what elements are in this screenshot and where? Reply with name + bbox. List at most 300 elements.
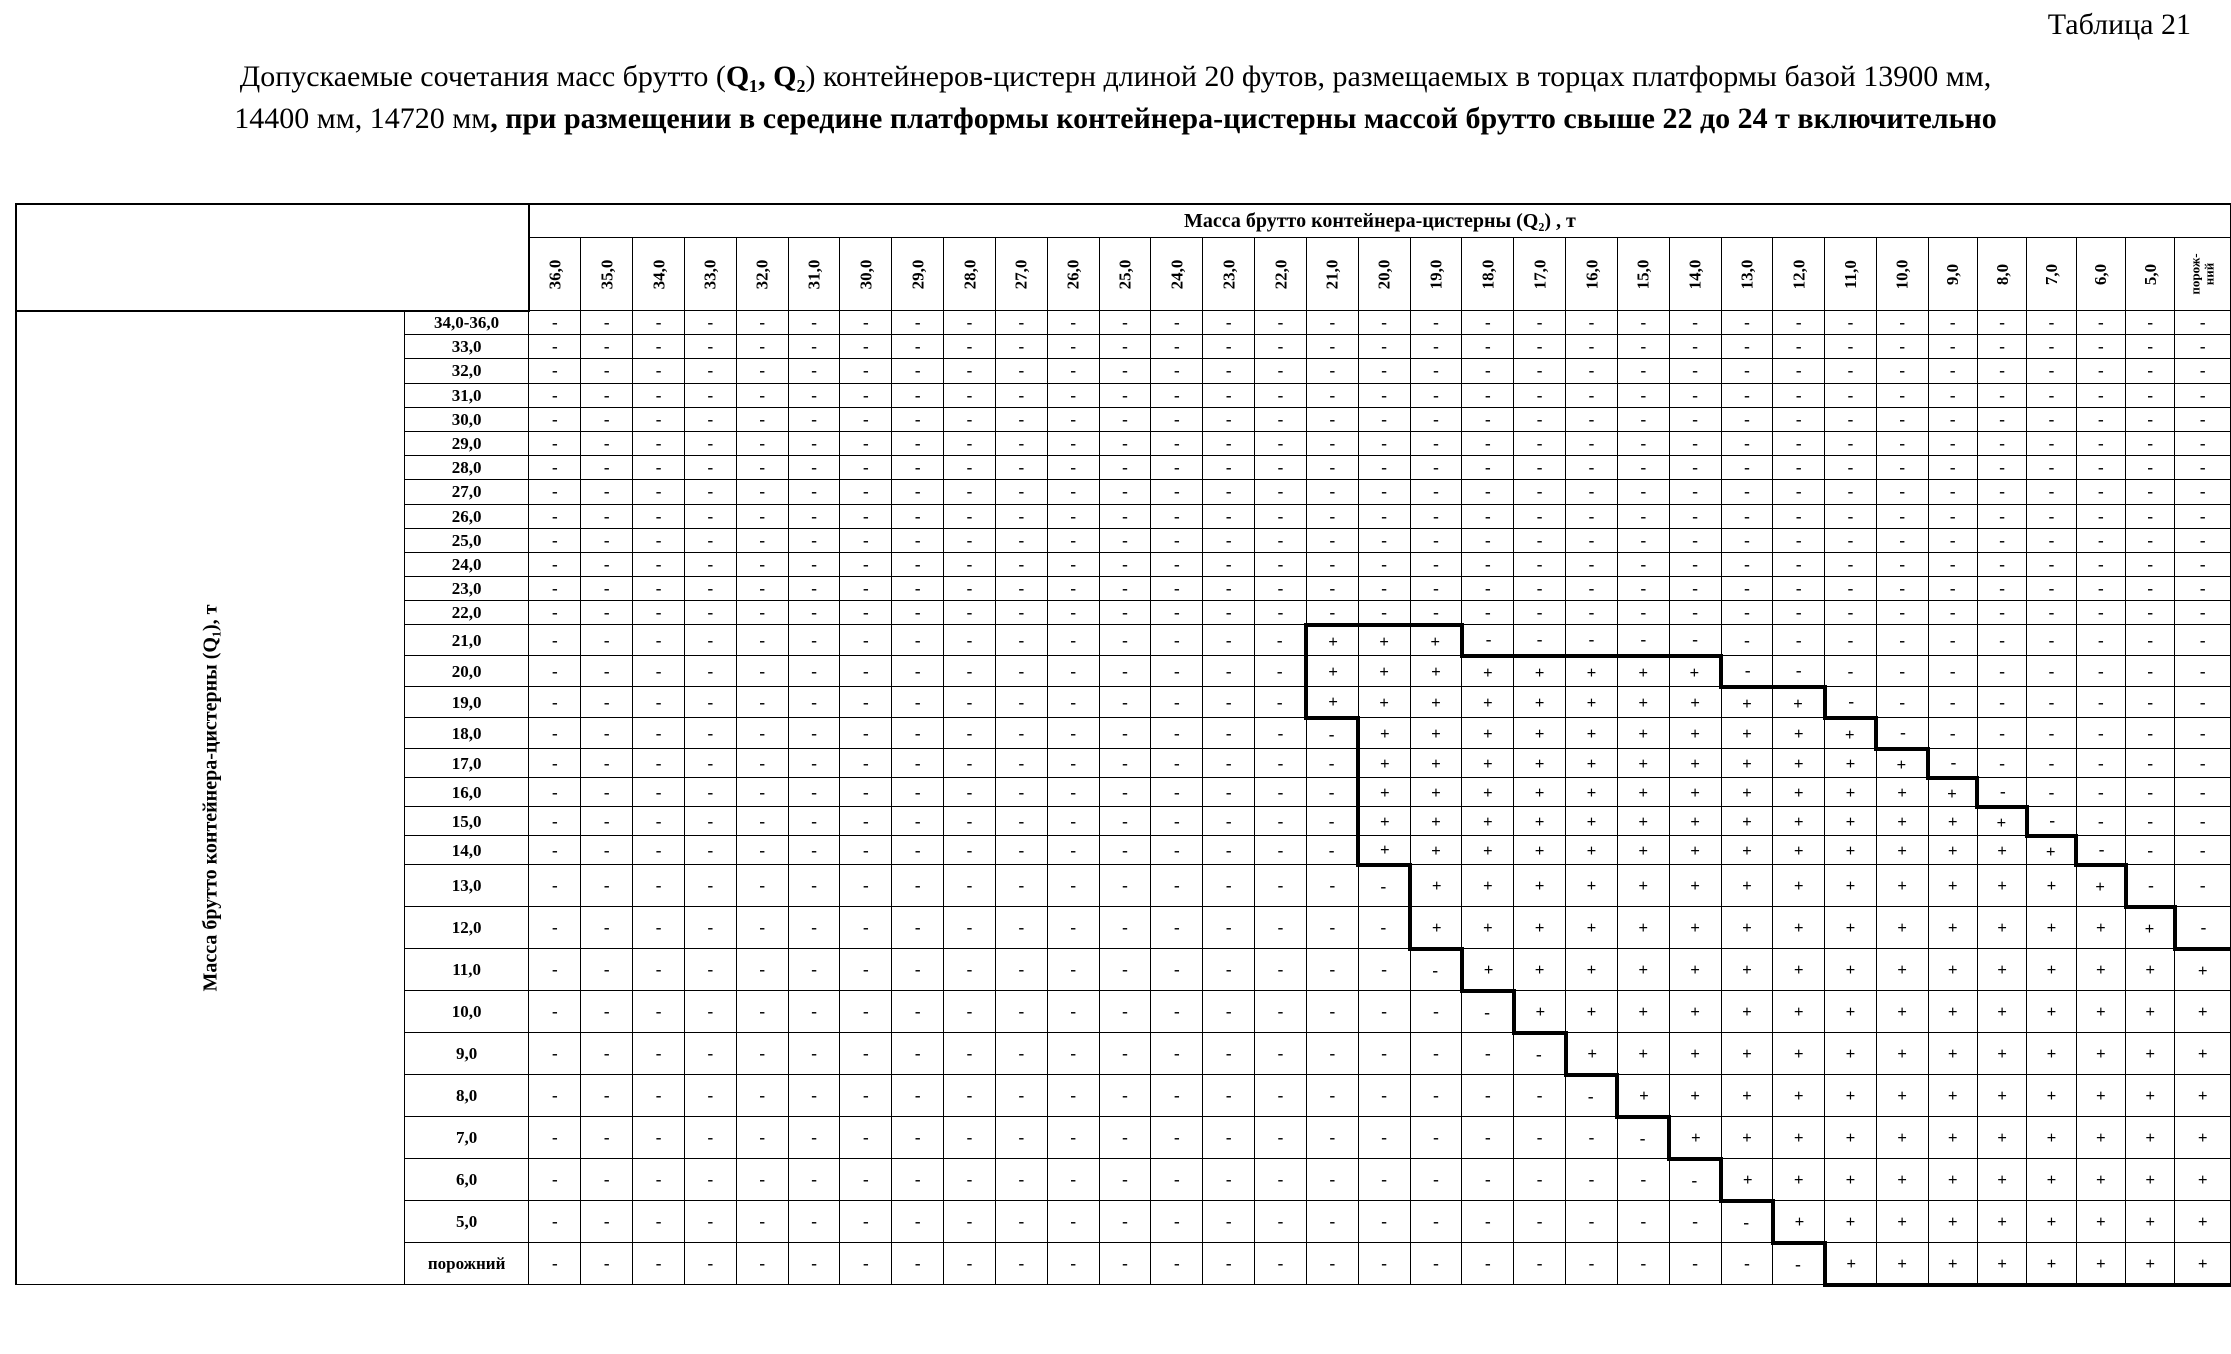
table-cell: -	[1566, 1201, 1618, 1243]
table-cell: -	[736, 687, 788, 718]
table-cell: +	[1928, 1117, 1977, 1159]
table-cell: -	[1203, 383, 1255, 407]
table-cell: -	[1047, 431, 1099, 455]
column-header-label: 6,0	[2091, 263, 2111, 285]
table-cell: -	[1977, 687, 2026, 718]
table-cell: -	[1617, 552, 1669, 576]
column-header-label: порож- ний	[2187, 253, 2217, 295]
table-cell: -	[1876, 359, 1928, 383]
table-cell: -	[892, 407, 944, 431]
column-header-label: 22,0	[1270, 259, 1290, 289]
table-cell: -	[1773, 1243, 1825, 1285]
column-header-label: 20,0	[1374, 259, 1394, 289]
table-cell: -	[1203, 480, 1255, 504]
table-cell: -	[1203, 991, 1255, 1033]
table-cell: -	[529, 456, 581, 480]
table-cell: -	[1203, 431, 1255, 455]
table-cell: +	[1773, 836, 1825, 865]
table-cell: -	[788, 1117, 840, 1159]
table-cell: -	[788, 1033, 840, 1075]
table-cell: +	[1825, 749, 1877, 778]
table-cell: -	[1047, 335, 1099, 359]
table-cell: -	[1669, 1159, 1721, 1201]
table-cell: -	[684, 504, 736, 528]
table-cell: -	[1669, 1201, 1721, 1243]
table-cell: -	[529, 431, 581, 455]
table-cell: +	[1876, 778, 1928, 807]
table-cell: +	[1410, 907, 1462, 949]
column-header-label: 24,0	[1167, 259, 1187, 289]
table-cell: -	[581, 431, 633, 455]
table-cell: -	[2175, 778, 2231, 807]
column-header-label: 34,0	[649, 259, 669, 289]
table-cell: -	[1928, 656, 1977, 687]
table-cell: -	[892, 577, 944, 601]
table-cell: +	[1928, 991, 1977, 1033]
table-cell: -	[1410, 991, 1462, 1033]
table-cell: -	[2175, 407, 2231, 431]
table-cell: -	[892, 687, 944, 718]
row-group-header	[16, 311, 404, 1285]
table-cell: -	[1410, 1201, 1462, 1243]
title-text: ) контейнеров-цистерн длиной 20 футов, размещаемых в торцах платформы базой 13900 мм,	[805, 60, 1992, 93]
table-cell: -	[736, 1117, 788, 1159]
row-header: 6,0	[404, 1159, 528, 1201]
table-cell: -	[581, 1075, 633, 1117]
table-cell: -	[1410, 504, 1462, 528]
column-header-label: 5,0	[2140, 263, 2160, 285]
table-cell: -	[736, 1201, 788, 1243]
table-cell: -	[1462, 1117, 1514, 1159]
table-cell: -	[1358, 359, 1410, 383]
table-cell: +	[2126, 1075, 2175, 1117]
table-cell: -	[944, 1201, 996, 1243]
column-header-label: 32,0	[752, 259, 772, 289]
table-cell: -	[2027, 335, 2076, 359]
table-cell: -	[1721, 552, 1773, 576]
table-cell: -	[2027, 718, 2076, 749]
table-cell: -	[1617, 456, 1669, 480]
table-cell: -	[1721, 335, 1773, 359]
table-cell: -	[1358, 480, 1410, 504]
table-cell: -	[1255, 865, 1307, 907]
table-cell: +	[1928, 778, 1977, 807]
table-cell: -	[1099, 836, 1151, 865]
table-cell: -	[1047, 383, 1099, 407]
table-cell: -	[529, 656, 581, 687]
table-cell: -	[529, 1075, 581, 1117]
table-cell: -	[1410, 431, 1462, 455]
table-cell: -	[1151, 718, 1203, 749]
table-cell: -	[1977, 383, 2026, 407]
table-cell: -	[684, 407, 736, 431]
table-cell: -	[1306, 1159, 1358, 1201]
table-cell: +	[1617, 687, 1669, 718]
table-cell: +	[1773, 991, 1825, 1033]
table-cell: -	[1825, 359, 1877, 383]
table-cell: +	[1410, 749, 1462, 778]
title-bold-text: Q₁, Q₂	[725, 60, 806, 93]
table-cell: -	[736, 991, 788, 1033]
table-cell: -	[1928, 456, 1977, 480]
table-cell: -	[892, 456, 944, 480]
column-header-label: 28,0	[960, 259, 979, 289]
table-cell: -	[1462, 1159, 1514, 1201]
table-cell: -	[684, 625, 736, 656]
table-cell: -	[1306, 836, 1358, 865]
table-cell: +	[1876, 991, 1928, 1033]
table-cell: -	[1462, 359, 1514, 383]
table-cell: +	[1825, 836, 1877, 865]
table-cell: -	[581, 749, 633, 778]
table-cell: -	[633, 431, 685, 455]
table-cell: +	[2027, 949, 2076, 991]
table-cell: -	[1099, 431, 1151, 455]
column-header-label: 18,0	[1478, 259, 1498, 289]
table-cell: -	[1203, 625, 1255, 656]
table-cell: -	[581, 383, 633, 407]
row-header: 16,0	[404, 778, 528, 807]
table-cell: -	[1462, 456, 1514, 480]
table-cell: -	[1977, 335, 2026, 359]
table-cell: -	[2175, 480, 2231, 504]
table-cell: -	[892, 431, 944, 455]
table-cell: -	[1514, 480, 1566, 504]
table-cell: +	[1977, 1075, 2026, 1117]
table-cell: -	[736, 335, 788, 359]
table-cell: +	[1410, 718, 1462, 749]
table-cell: +	[1669, 687, 1721, 718]
table-cell: -	[1514, 1075, 1566, 1117]
table-cell: -	[840, 778, 892, 807]
table-cell: -	[2027, 625, 2076, 656]
column-header	[684, 238, 736, 311]
table-cell: -	[1876, 601, 1928, 625]
table-cell: -	[1099, 456, 1151, 480]
table-cell: -	[529, 577, 581, 601]
table-cell: -	[1977, 656, 2026, 687]
table-cell: +	[1617, 749, 1669, 778]
table-cell: -	[1047, 836, 1099, 865]
table-cell: -	[2027, 480, 2076, 504]
table-cell: -	[1047, 552, 1099, 576]
table-cell: -	[1099, 1075, 1151, 1117]
table-cell: -	[1566, 625, 1618, 656]
table-cell: -	[1203, 577, 1255, 601]
table-cell: -	[1566, 1075, 1618, 1117]
table-cell: -	[1669, 383, 1721, 407]
table-cell: -	[944, 456, 996, 480]
column-header-label: 36,0	[545, 259, 565, 289]
table-cell: -	[1825, 504, 1877, 528]
row-header: 20,0	[404, 656, 528, 687]
table-cell: -	[1514, 359, 1566, 383]
table-cell: +	[1928, 907, 1977, 949]
table-cell: -	[1203, 407, 1255, 431]
column-header-label: 9,0	[1943, 263, 1963, 285]
table-cell: -	[892, 552, 944, 576]
table-cell: -	[1773, 311, 1825, 335]
table-cell: -	[581, 836, 633, 865]
table-cell: -	[1514, 1201, 1566, 1243]
table-cell: -	[1255, 1159, 1307, 1201]
title-text: 14400 мм, 14720 мм	[234, 102, 491, 135]
table-cell: -	[1669, 1243, 1721, 1285]
table-cell: -	[1462, 577, 1514, 601]
column-header	[944, 238, 996, 311]
table-cell: -	[1099, 1159, 1151, 1201]
table-cell: -	[2126, 687, 2175, 718]
table-cell: -	[1977, 431, 2026, 455]
table-cell: -	[840, 504, 892, 528]
table-cell: -	[1825, 552, 1877, 576]
table-cell: -	[633, 807, 685, 836]
table-cell: -	[1047, 528, 1099, 552]
table-cell: -	[1773, 407, 1825, 431]
table-cell: -	[1358, 456, 1410, 480]
table-cell: -	[1721, 601, 1773, 625]
table-cell: -	[944, 687, 996, 718]
table-cell: -	[2126, 625, 2175, 656]
table-cell: -	[1928, 335, 1977, 359]
table-cell: -	[1617, 480, 1669, 504]
table-cell: -	[1514, 504, 1566, 528]
table-cell: -	[840, 865, 892, 907]
table-cell: -	[1876, 431, 1928, 455]
table-cell: +	[1773, 865, 1825, 907]
column-header	[1825, 238, 1877, 311]
table-cell: -	[1151, 601, 1203, 625]
table-cell: -	[1977, 311, 2026, 335]
column-header	[1410, 238, 1462, 311]
table-cell: -	[1358, 1243, 1410, 1285]
table-cell: -	[995, 656, 1047, 687]
table-cell: -	[788, 836, 840, 865]
table-cell: -	[633, 504, 685, 528]
table-cell: -	[840, 431, 892, 455]
table-cell: -	[2027, 577, 2076, 601]
table-cell: -	[1255, 552, 1307, 576]
table-cell: -	[2076, 687, 2125, 718]
table-cell: -	[995, 1075, 1047, 1117]
table-cell: +	[1566, 656, 1618, 687]
table-cell: -	[1255, 907, 1307, 949]
table-cell: -	[840, 718, 892, 749]
table-cell: -	[529, 807, 581, 836]
table-cell: -	[633, 456, 685, 480]
table-cell: -	[1358, 431, 1410, 455]
table-cell: -	[2027, 552, 2076, 576]
table-cell: -	[1099, 1117, 1151, 1159]
table-cell: -	[1099, 311, 1151, 335]
table-cell: -	[1358, 335, 1410, 359]
table-cell: -	[736, 431, 788, 455]
table-cell: -	[1514, 1117, 1566, 1159]
table-cell: -	[1773, 504, 1825, 528]
table-cell: -	[1617, 383, 1669, 407]
table-cell: -	[892, 625, 944, 656]
table-cell: -	[892, 311, 944, 335]
table-cell: -	[684, 656, 736, 687]
table-cell: -	[995, 601, 1047, 625]
table-cell: -	[1928, 383, 1977, 407]
table-cell: -	[1928, 687, 1977, 718]
table-cell: -	[892, 1117, 944, 1159]
table-cell: -	[2175, 807, 2231, 836]
table-cell: -	[1928, 718, 1977, 749]
table-cell: -	[1203, 907, 1255, 949]
column-header	[1203, 238, 1255, 311]
column-header	[1617, 238, 1669, 311]
table-cell: -	[1358, 991, 1410, 1033]
table-cell: -	[2175, 431, 2231, 455]
table-cell: -	[840, 1201, 892, 1243]
table-cell: +	[1306, 656, 1358, 687]
table-cell: -	[2027, 359, 2076, 383]
table-cell: +	[1928, 1159, 1977, 1201]
row-header: 10,0	[404, 991, 528, 1033]
table-cell: -	[1099, 1243, 1151, 1285]
table-cell: +	[1773, 1075, 1825, 1117]
table-cell: -	[944, 778, 996, 807]
table-cell: -	[1358, 865, 1410, 907]
table-cell: -	[995, 383, 1047, 407]
table-cell: -	[1410, 456, 1462, 480]
table-cell: +	[1773, 1117, 1825, 1159]
table-cell: +	[1825, 1201, 1877, 1243]
table-cell: +	[2027, 1033, 2076, 1075]
table-cell: +	[1410, 778, 1462, 807]
column-header	[1151, 238, 1203, 311]
table-cell: -	[1462, 1075, 1514, 1117]
table-cell: -	[1255, 836, 1307, 865]
table-cell: +	[1669, 949, 1721, 991]
table-cell: -	[1721, 577, 1773, 601]
table-cell: -	[1151, 504, 1203, 528]
table-cell: +	[1462, 656, 1514, 687]
table-cell: -	[1721, 407, 1773, 431]
column-header	[736, 238, 788, 311]
table-cell: -	[1099, 1033, 1151, 1075]
table-cell: -	[581, 1159, 633, 1201]
table-cell: -	[2076, 456, 2125, 480]
table-cell: -	[840, 383, 892, 407]
table-cell: +	[1825, 1159, 1877, 1201]
table-cell: -	[1151, 865, 1203, 907]
table-cell: -	[1047, 407, 1099, 431]
table-cell: -	[1928, 625, 1977, 656]
table-cell: -	[1825, 335, 1877, 359]
table-cell: -	[1566, 456, 1618, 480]
table-cell: -	[1358, 577, 1410, 601]
table-cell: -	[1462, 431, 1514, 455]
table-cell: +	[1669, 836, 1721, 865]
table-cell: +	[1617, 836, 1669, 865]
table-cell: +	[1358, 836, 1410, 865]
table-cell: -	[1825, 480, 1877, 504]
table-cell: +	[1358, 718, 1410, 749]
table-cell: -	[1151, 836, 1203, 865]
table-cell: -	[633, 991, 685, 1033]
table-cell: -	[1047, 718, 1099, 749]
table-cell: -	[840, 407, 892, 431]
table-cell: -	[892, 335, 944, 359]
table-cell: -	[1721, 480, 1773, 504]
table-cell: +	[1358, 778, 1410, 807]
table-cell: +	[1825, 1243, 1877, 1285]
table-cell: -	[1669, 625, 1721, 656]
table-cell: +	[1462, 865, 1514, 907]
table-cell: +	[1876, 1243, 1928, 1285]
row-header: 27,0	[404, 480, 528, 504]
table-cell: -	[736, 907, 788, 949]
table-cell: -	[1773, 577, 1825, 601]
table-cell: -	[684, 577, 736, 601]
table-cell: -	[1669, 480, 1721, 504]
table-cell: -	[529, 407, 581, 431]
table-cell: -	[788, 407, 840, 431]
column-header	[1358, 238, 1410, 311]
table-cell: -	[2175, 601, 2231, 625]
table-cell: -	[2076, 836, 2125, 865]
table-cell: +	[1773, 1033, 1825, 1075]
table-cell: +	[1721, 778, 1773, 807]
table-cell: -	[1669, 577, 1721, 601]
table-cell: -	[684, 480, 736, 504]
row-header: порожний	[404, 1243, 528, 1285]
table-cell: +	[2027, 865, 2076, 907]
table-cell: -	[1462, 480, 1514, 504]
table-cell: -	[581, 1033, 633, 1075]
table-cell: -	[684, 456, 736, 480]
table-cell: -	[1099, 1201, 1151, 1243]
table-cell: -	[840, 1117, 892, 1159]
table-cell: -	[1306, 778, 1358, 807]
column-header	[2076, 238, 2125, 311]
table-cell: -	[633, 311, 685, 335]
table-cell: -	[944, 907, 996, 949]
table-cell: -	[995, 718, 1047, 749]
table-cell: -	[1306, 359, 1358, 383]
table-cell: -	[1462, 1243, 1514, 1285]
table-cell: -	[1255, 1243, 1307, 1285]
table-cell: -	[1047, 359, 1099, 383]
table-cell: -	[1047, 456, 1099, 480]
table-cell: -	[1617, 504, 1669, 528]
table-cell: +	[2076, 865, 2125, 907]
table-cell: +	[2126, 1117, 2175, 1159]
table-cell: -	[1566, 601, 1618, 625]
header-row	[16, 204, 2231, 238]
table-cell: -	[1410, 528, 1462, 552]
table-cell: -	[1099, 656, 1151, 687]
table-cell: -	[581, 311, 633, 335]
table-cell: +	[1721, 749, 1773, 778]
table-cell: -	[788, 528, 840, 552]
table-cell: -	[788, 456, 840, 480]
table-cell: -	[1047, 907, 1099, 949]
column-header-label: 13,0	[1737, 259, 1757, 289]
table-cell: +	[1617, 907, 1669, 949]
table-cell: -	[1721, 625, 1773, 656]
table-cell: -	[840, 601, 892, 625]
table-cell: -	[581, 407, 633, 431]
table-cell: -	[1099, 807, 1151, 836]
column-header	[1099, 238, 1151, 311]
table-cell: -	[1358, 311, 1410, 335]
table-cell: +	[1566, 687, 1618, 718]
table-cell: -	[892, 907, 944, 949]
